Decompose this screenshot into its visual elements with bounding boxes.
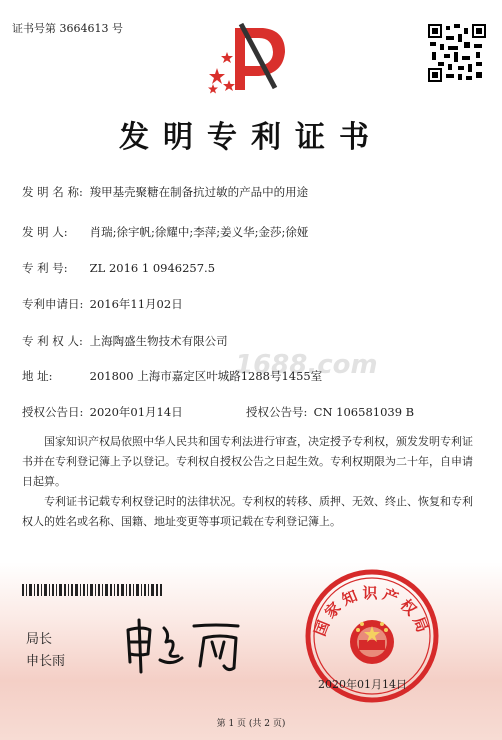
handwritten-signature bbox=[120, 616, 250, 676]
grant-date-row bbox=[22, 404, 183, 420]
cnipa-logo-icon bbox=[205, 18, 295, 98]
filing-date-label: 专利申请日: bbox=[22, 297, 84, 311]
invention-name-row bbox=[22, 184, 308, 200]
page-footer: 第 1 页 (共 2 页) bbox=[216, 719, 286, 729]
page-title: 发明专利证书 bbox=[119, 120, 383, 155]
invention-name-value: 羧甲基壳聚糖在制备抗过敏的产品中的用途 bbox=[89, 185, 309, 199]
grant-number-row bbox=[246, 404, 414, 420]
inventor-label: 发 明 人: bbox=[22, 225, 68, 239]
grant-number-value: CN 106581039 B bbox=[313, 405, 415, 419]
invention-name-label: 发 明 名 称: bbox=[22, 185, 83, 199]
cert-no-value: 3664613 bbox=[59, 22, 109, 35]
seal-date: 2020年01月14日 bbox=[318, 678, 407, 691]
national-emblem-icon bbox=[350, 620, 394, 664]
seal-text: 国家知识产权局 bbox=[310, 584, 434, 639]
patent-number-row bbox=[22, 260, 215, 276]
patent-number-value: ZL 2016 1 0946257.5 bbox=[89, 261, 216, 275]
filing-date-value: 2016年11月02日 bbox=[89, 297, 183, 311]
patentee-label: 专 利 权 人: bbox=[22, 334, 83, 348]
grant-date-label: 授权公告日: bbox=[22, 405, 84, 419]
qr-code-icon bbox=[428, 24, 486, 82]
barcode-icon bbox=[22, 584, 162, 596]
inventors-value: 肖瑞;徐宇帆;徐耀中;李萍;姜义华;金莎;徐娅 bbox=[89, 225, 309, 239]
grant-date-value: 2020年01月14日 bbox=[89, 405, 183, 419]
grant-number-label: 授权公告号: bbox=[246, 405, 308, 419]
inventor-row bbox=[22, 224, 308, 240]
filing-date-row bbox=[22, 296, 183, 312]
patent-number-label: 专 利 号: bbox=[22, 261, 68, 275]
grant-statement: 国家知识产权局依照中华人民共和国专利法进行审查，决定授予专利权，颁发发明专利证书并在专利登记簿上予以登记。专利权自授权公告之日起生效。专利权期限为二十年，自申请日起算。 bbox=[22, 435, 473, 488]
patentee-value: 上海陶盛生物技术有限公司 bbox=[89, 334, 228, 348]
director-name: 申长雨 bbox=[26, 654, 66, 669]
cert-no-suffix: 号 bbox=[112, 22, 123, 35]
address-row bbox=[22, 368, 322, 384]
legal-status-note: 专利证书记载专利权登记时的法律状况。专利权的转移、质押、无效、终止、恢复和专利权人的姓名或名称、国籍、地址变更等事项记载在专利登记簿上。 bbox=[22, 495, 473, 528]
address-value: 201800 上海市嘉定区叶城路1288号1455室 bbox=[89, 369, 323, 383]
cert-no-label: 证书号第 bbox=[12, 22, 56, 35]
patentee-row bbox=[22, 333, 228, 349]
address-label: 地 址: bbox=[22, 369, 53, 383]
certificate-number bbox=[12, 20, 123, 36]
watermark-text: 1688.com bbox=[235, 350, 378, 380]
director-title: 局长 bbox=[26, 632, 53, 647]
